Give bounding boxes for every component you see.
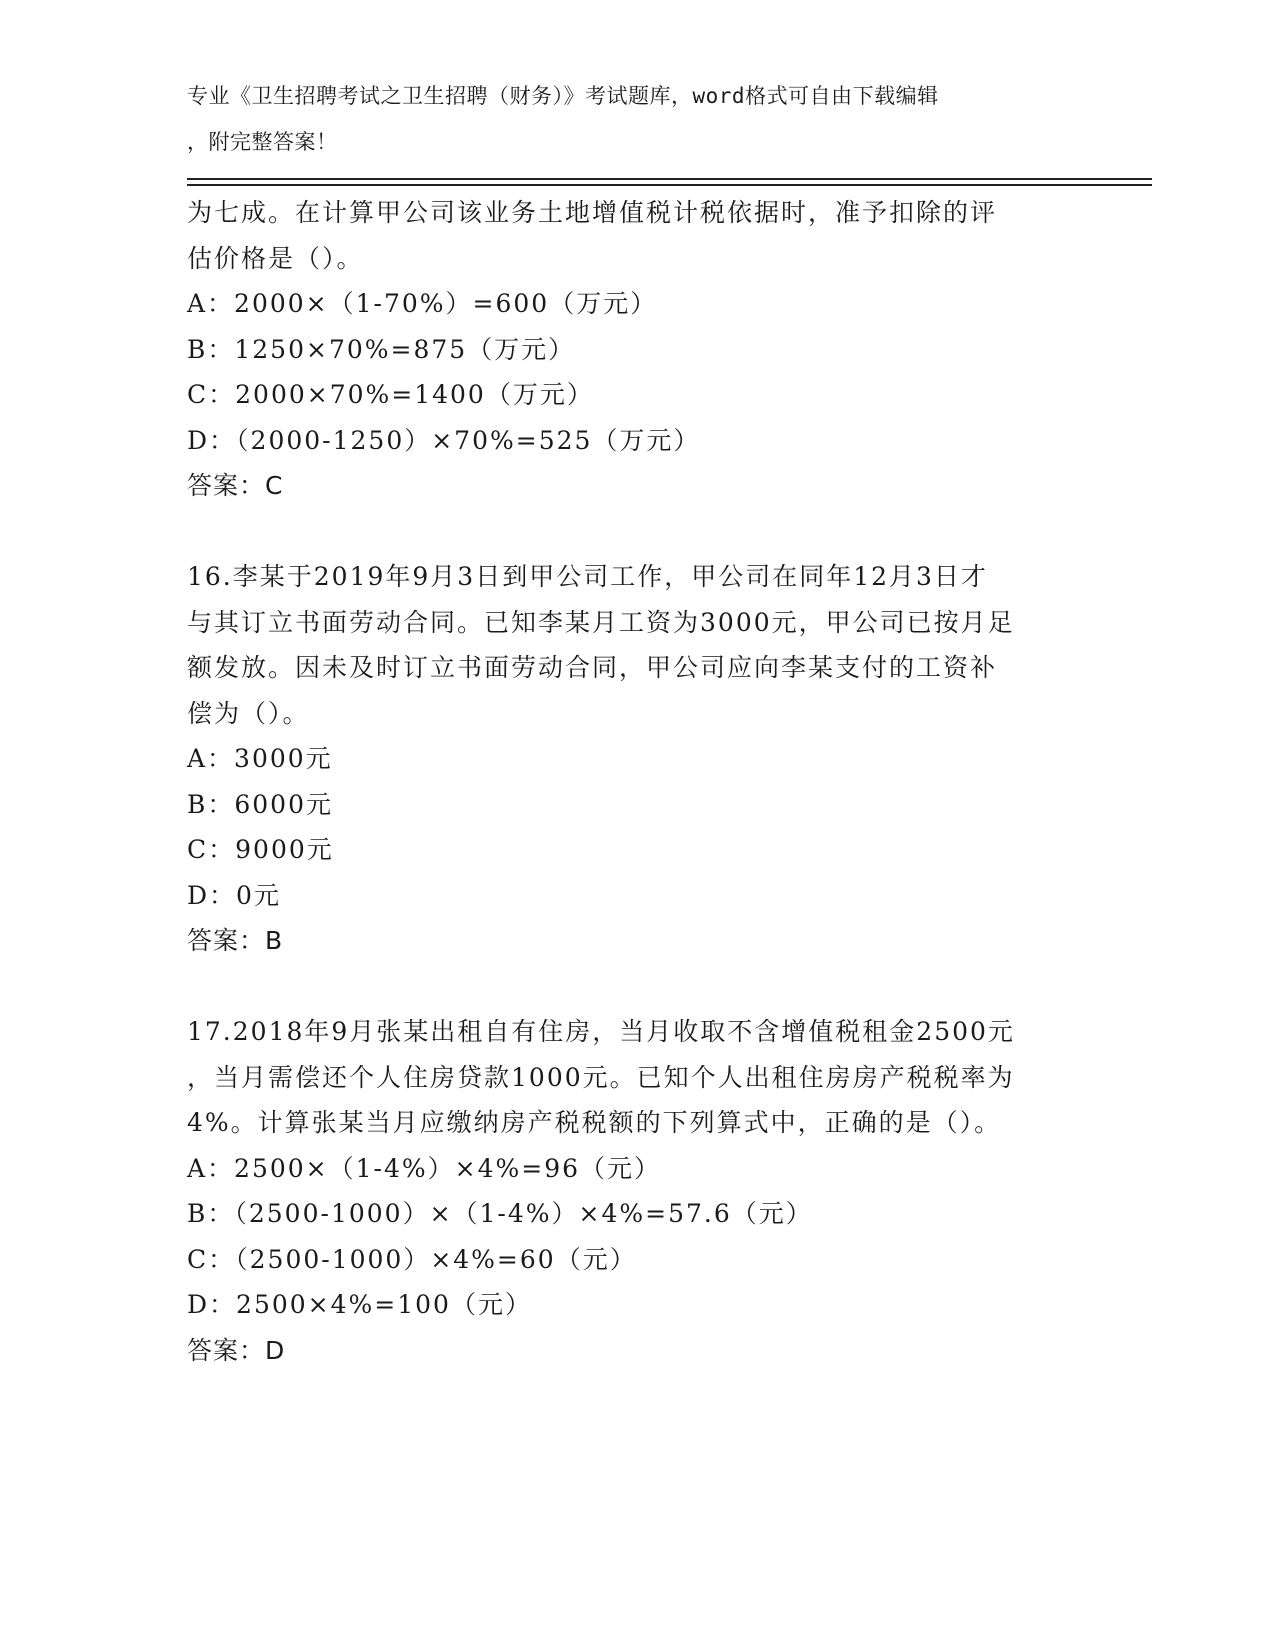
answer-line: 答案：B	[187, 926, 284, 955]
option-d: D：2500×4%=100（元）	[187, 1290, 532, 1319]
question-text-line: 估价格是（）。	[187, 243, 364, 273]
question-spacer	[187, 964, 1087, 1010]
option-b: B：（2500-1000）×（1-4%）×4%=57.6（元）	[187, 1199, 813, 1228]
option-b: B：1250×70%=875（万元）	[187, 334, 576, 364]
document-header	[187, 74, 1067, 165]
question-text-line: 4%。计算张某当月应缴纳房产税税额的下列算式中，正确的是（）。	[187, 1108, 1002, 1137]
document-body	[187, 190, 1087, 1373]
option-b: B：6000元	[187, 789, 333, 819]
question-text-line: 额发放。因未及时订立书面劳动合同，甲公司应向李某支付的工资补	[187, 653, 998, 682]
header-line-2: ，附完整答案！	[187, 129, 338, 154]
question-text-line: 为七成。在计算甲公司该业务土地增值税计税依据时，准予扣除的评	[187, 198, 998, 227]
option-a: A：2000×（1-70%）=600（万元）	[187, 289, 658, 318]
question-17	[187, 1009, 1087, 1373]
header-line-1: 专业《卫生招聘考试之卫生招聘（财务）》考试题库，word格式可自由下载编辑	[187, 84, 939, 108]
answer-line: 答案：D	[187, 1335, 286, 1365]
question-16	[187, 554, 1087, 964]
question-text-line: ，当月需偿还个人住房贷款1000元。已知个人出租住房房产税税率为	[187, 1062, 1015, 1092]
header-divider-top	[187, 178, 1152, 180]
option-a: A：2500×（1-4%）×4%=96（元）	[187, 1153, 662, 1183]
option-a: A：3000元	[187, 744, 333, 773]
option-c: C：（2500-1000）×4%=60（元）	[187, 1244, 637, 1274]
question-text-line: 与其订立书面劳动合同。已知李某月工资为3000元，甲公司已按月足	[187, 607, 1015, 637]
question-15-continuation	[187, 190, 1087, 509]
answer-line: 答案：C	[187, 471, 284, 500]
option-c: C：2000×70%=1400（万元）	[187, 380, 594, 409]
option-d: D：（2000-1250）×70%=525（万元）	[187, 425, 701, 455]
question-spacer	[187, 509, 1087, 555]
question-text-line: 16.李某于2019年9月3日到甲公司工作，甲公司在同年12月3日才	[187, 562, 988, 591]
option-c: C：9000元	[187, 835, 334, 864]
question-text-line: 偿为（）。	[187, 698, 310, 728]
question-text-line: 17.2018年9月张某出租自有住房，当月收取不含增值税租金2500元	[187, 1017, 1015, 1046]
option-d: D：0元	[187, 880, 281, 910]
header-divider-bottom	[187, 184, 1152, 186]
